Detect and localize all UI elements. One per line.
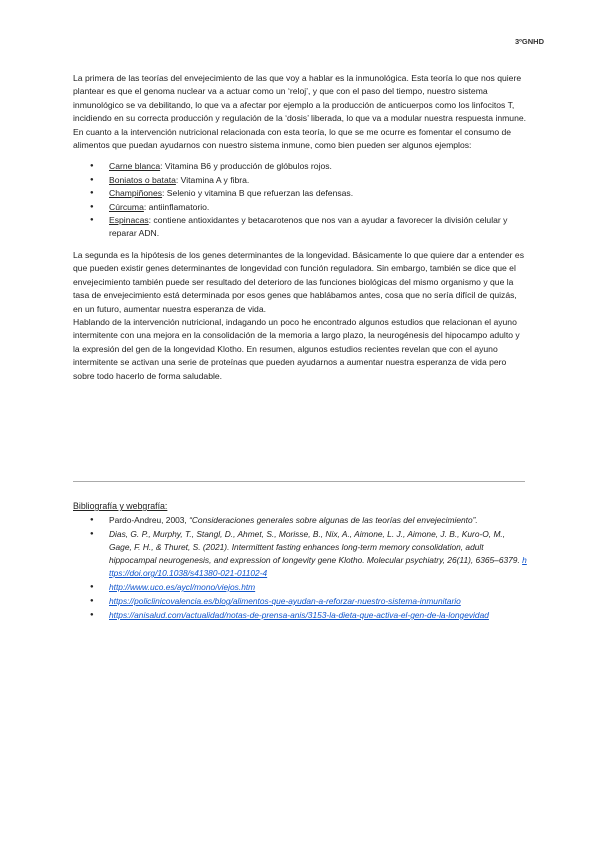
food-name: Boniatos o batata	[109, 174, 176, 185]
bibliography-title: Bibliografía y webgrafía:	[73, 501, 168, 511]
bibliography-section	[73, 500, 528, 623]
food-desc: : contiene antioxidantes y betacarotenos que nos van a ayudar a favorecer la división celular y reparar ADN.	[109, 215, 508, 239]
food-desc: : Vitamina A y fibra.	[175, 174, 250, 185]
reference-authors: Pardo-Andreu, 2003,	[109, 515, 190, 525]
list-item	[73, 214, 528, 241]
food-list	[73, 160, 528, 240]
food-name: Espinacas	[109, 215, 149, 226]
reference-item	[73, 514, 528, 527]
food-name: Carne blanca	[109, 161, 161, 172]
list-item	[73, 201, 528, 214]
uco-link[interactable]: http://www.uco.es/aycl/mono/viejos.htm	[109, 582, 256, 592]
paragraph-immunological-theory: La primera de las teorías del envejecimiento de las que voy a hablar es la inmunológica. Esta teoría lo que nos quiere plantear es que el genoma nuclear va a actuar como un ‘reloj’, y que con el paso del tiempo, nuestro sistema inmunológico se va debilitando, lo que va a afectar por ejemplo a la producción de anticuerpos como los linfocitos T, incidiendo en su correcta producción y regulación de la ‘dosis’ liberada, lo que va a modular nuestra respuesta inmune.	[73, 73, 527, 124]
reference-item	[73, 581, 528, 594]
doi-link[interactable]: https://doi.org/10.1038/s41380-021-01102-4	[109, 555, 527, 578]
food-name: Champiñones	[109, 188, 163, 199]
anisalud-link[interactable]: https://anisalud.com/actualidad/notas-de-prensa-anis/3153-la-dieta-que-activa-el-gen-de-la-longevidad	[109, 610, 489, 620]
policlinico-link[interactable]: https://policlinicovalencia.es/blog/alimentos-que-ayudan-a-reforzar-nuestro-sistema-inmunitario	[109, 596, 461, 606]
reference-item	[73, 595, 528, 608]
list-item	[73, 174, 528, 187]
horizontal-divider	[73, 481, 525, 482]
reference-citation: Dias, G. P., Murphy, T., Stangl, D., Ahmet, S., Morisse, B., Nix, A., Aimone, L. J., Aimone, J. B., Kuro-O, M., Gage, F. H., & Thuret, S. (2021). Intermittent fasting enhances long-term memory consolidation, adult hippocampal neurogenesis, and expression of longevity gene Klotho. Molecular psychiatry, 26(11), 6365–6379.	[109, 529, 523, 565]
food-desc: : Selenio y vitamina B que refuerzan las defensas.	[162, 188, 354, 199]
list-item	[73, 187, 528, 200]
food-desc: : antiinflamatorio.	[143, 201, 210, 212]
document-body	[73, 72, 528, 383]
reference-item	[73, 609, 528, 622]
document-header-code: 3ºGNHD	[515, 37, 544, 46]
paragraph-nutrition-intro: En cuanto a la intervención nutricional relacionada con esta teoría, lo que se me ocurre es fomentar el consumo de alimentos que puedan ayudarnos con nuestro sistema inmune, como bien pueden ser algunos ejemplos:	[73, 126, 512, 151]
paragraph-intermittent-fasting: Hablando de la intervención nutricional, indagando un poco he encontrado algunos estudios que relacionan el ayuno intermitente con una mejora en la consolidación de la memoria a largo plazo, la neurogénesis del hipocampo adulto y la expresión del gen de la longevidad Klotho. En resumen, algunos estudios recientes revelan que con el ayuno intermitente se activan una serie de proteínas que pueden ayudarnos a aumentar nuestra esperanza de vida pero sobre todo hacerlo de forma saludable.	[73, 316, 520, 381]
food-name: Cúrcuma	[109, 201, 144, 212]
reference-title: “Consideraciones generales sobre algunas de las teorías del envejecimiento”.	[189, 515, 478, 525]
food-desc: : Vitamina B6 y producción de glóbulos rojos.	[160, 161, 332, 172]
paragraph-longevity-genes: La segunda es la hipótesis de los genes determinantes de la longevidad. Básicamente lo que quiere dar a entender es que pueden existir genes determinantes de longevidad con función reguladora. Sin embargo, también se dice que el envejecimiento también puede ser resultado del deterioro de las funciones biológicas del mismo organismo y que la tasa de envejecimiento está determinada por esos genes que hablábamos antes, cosa que no sería difícil de quizás, en un futuro, aumentar nuestra esperanza de vida.	[73, 249, 524, 314]
reference-item	[73, 528, 528, 580]
reference-list	[73, 514, 528, 622]
list-item	[73, 160, 528, 173]
